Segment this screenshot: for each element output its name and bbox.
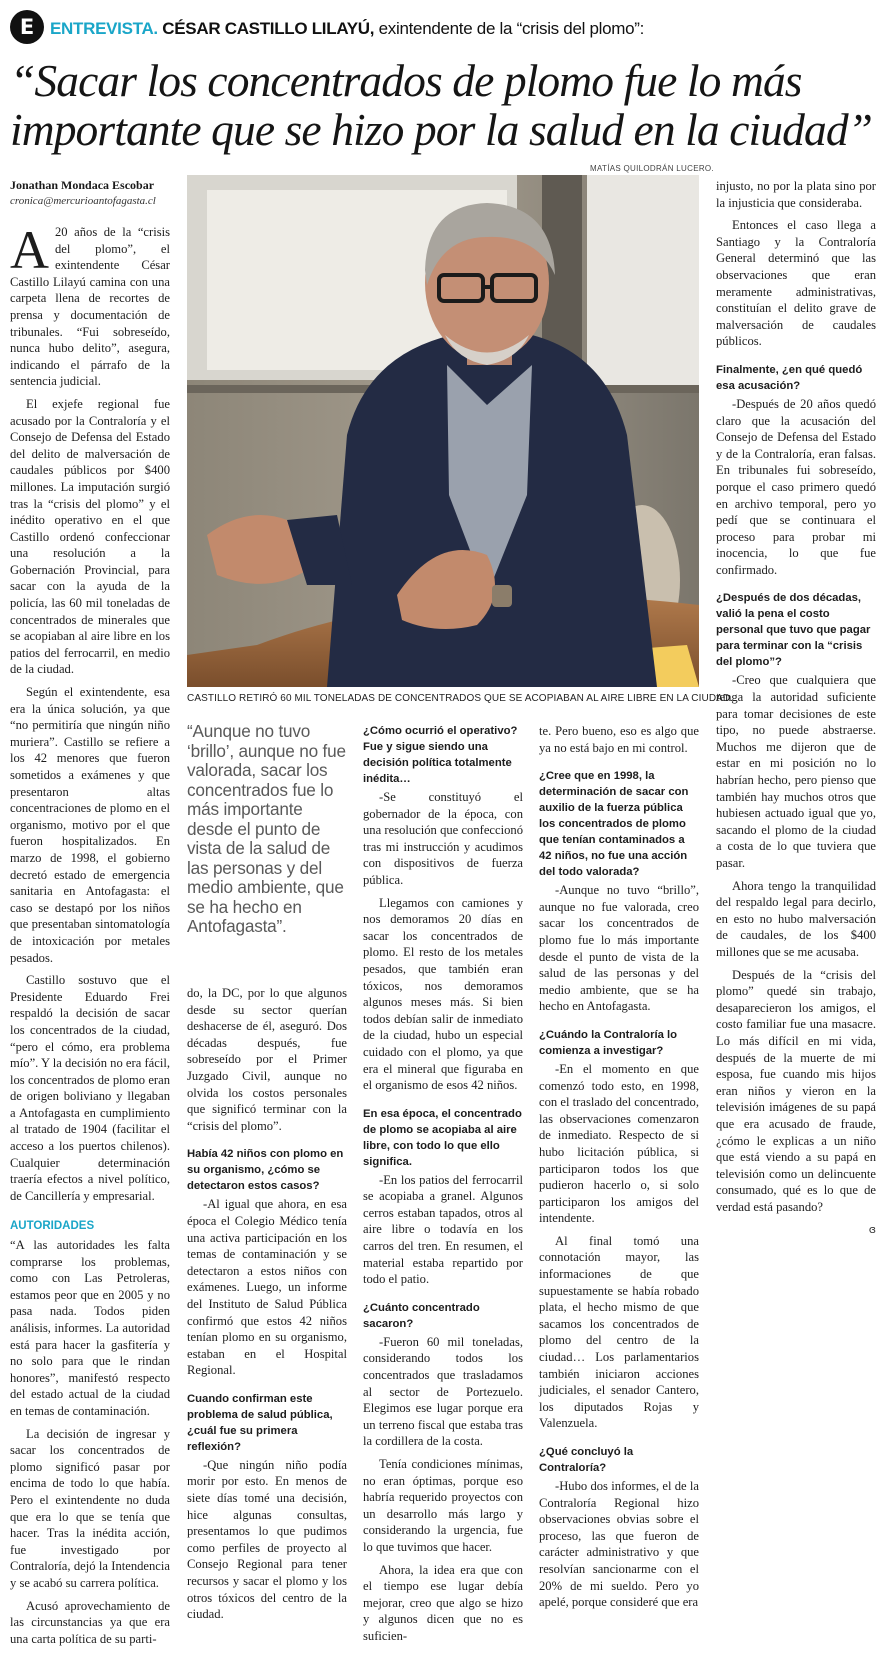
article-column-4 [539, 723, 699, 1617]
answer: -Al igual que ahora, en esa época el Colegio Médico tenía una activa participación en los temas de contaminación y se detectaron a estos niños con exámenes. Luego, un informe del Instituto de Salud Pública confirmó que estos 42 niños tenían plomo en su organismo, estaban en el Hospital Regional. [187, 1197, 347, 1378]
question: Había 42 niños con plomo en su organismo, ¿cómo se detectaron estos casos? [187, 1148, 344, 1193]
paragraph: “A las autoridades les falta comprarse los problemas, como con Las Petroleras, estamos peor que en 2005 y no pasa nada. Todos piden análisis, informes. La autoridad está para hacer la gasfitería y no solo para que le rindan honores”, manifestó respecto del estado actual de la ciudad en temas de contaminación. [10, 1238, 170, 1418]
end-mark-icon: ɞ [868, 1223, 876, 1237]
answer: Al final tomó una connotación mayor, las informaciones de que supuestamente se había robado plata, el hecho mismo de que sacamos los concentrados de plomo del centro de la ciudad… Los parlamentarios también iniciaron acciones judiciales, el senador Cantero, los diputados Rojas y Valenzuela. [539, 1233, 699, 1431]
paragraph: Según el exintendente, esa era la única solución, ya que “no permitiría que ningún niño muriera”. Castillo se refiere a los 42 menores que fueron sometidos a exámenes y que presentaron altas concentraciones de plomo en el organismo, motivo por el que fueron hospitalizados. En marzo de 1998, el gobierno decretó estado de emergencia sanitaria en Antofagasta: el caso se destapó por los niños que presentaban sintomatología de intoxicación por metales pesados. [10, 685, 170, 965]
kicker-name: CÉSAR CASTILLO LILAYÚ, [162, 19, 375, 38]
kicker-description: exintendente de la “crisis del plomo”: [378, 19, 645, 38]
photo-caption: CASTILLO RETIRÓ 60 MIL TONELADAS DE CONCENTRADOS QUE SE ACOPIABAN AL AIRE LIBRE EN LA CIUDAD. [187, 693, 734, 704]
paragraph: injusto, no por la plata sino por la injusticia que consideraba. [716, 179, 876, 210]
answer: -En el momento en que comenzó todo esto, en 1998, con el traslado del concentrado, las observaciones comenzaron de inmediato. Respecto de si hubo licitación pública, si participaron todos los que pudieron hacerlo o, si solo participaron los amigos del intendente. [539, 1061, 699, 1226]
headline-line-2: importante que se hizo por la salud en la ciudad” [10, 104, 873, 155]
subheading: AUTORIDADES [10, 1220, 95, 1233]
headline [10, 56, 876, 154]
photo-credit: MATÍAS QUILODRÁN LUCERO. [590, 164, 714, 173]
answer: Tenía condiciones mínimas, no eran óptimas, porque eso habría requerido proyectos con un desarrollo más largo y considerando la urgencia, fue lo que tuvimos que hacer. [363, 1457, 523, 1554]
answer: -En los patios del ferrocarril se acopiaba a granel. Algunos cerros estaban tapados, otros al aire libre o todavía en los carros del tren. En resumen, el material estaba repartido por todo el patio. [363, 1172, 523, 1287]
paragraph: Acusó aprovechamiento de las circunstancias ya que era una carta política de su parti- [10, 1598, 170, 1646]
answer: -Que ningún niño podía morir por esto. En menos de siete días tomé una decisión, hice algunas consultas, presentamos lo que pudimos como perfiles de proyecto al Consejo Regional para tener recursos y sacar el plomo y los otros tóxicos del centro de la ciudad. [187, 1457, 347, 1622]
answer: -Fueron 60 mil toneladas, considerando todos los concentrados que trasladamos al sector de Portezuelo. Elegimos ese lugar porque era un terreno fiscal que estaba tras la cordillera de la costa. [363, 1334, 523, 1449]
paragraph: El exjefe regional fue acusado por la Contraloría y el Consejo de Defensa del Estado del delito de malversación de caudales públicos por $400 millones. La imputación surgió tras la “crisis del plomo” y el inédito operativo en el que Castillo ordenó confeccionar una resolución a la Gobernación Provincial, para sacar con la ayuda de la policía, las 60 mil toneladas de concentrados de minerales que se acopiaban al aire libre en los patios del ferrocarril, en medio de la ciudad. [10, 396, 170, 677]
answer: Ahora, la idea era que con el tiempo ese lugar debía mejorar, creo que algo se hizo y algunos dicen que no es suficien- [363, 1562, 523, 1643]
question: ¿Cree que en 1998, la determinación de sacar con auxilio de la fuerza pública los concentrados de plomo que tenían contaminados a 42 niños, no fue una acción del todo valorada? [539, 770, 689, 879]
question: ¿Después de dos décadas, valió la pena el costo personal que tuvo que pagar para terminar con la “crisis del plomo”? [716, 592, 871, 669]
article-column-5 [716, 178, 876, 1239]
photo-illustration [187, 175, 699, 687]
answer: Llegamos con camiones y nos demoramos 20 días en sacar los concentrados de plomo. El resto de los metales pesados, que también eran tóxicos, nos demoramos algunos meses más. Si bien todos debían salir de inmediato de la ciudad, hubo un especial cuidado con el plomo, ya que era el mineral que figuraba en el organismo de esos 42 niños. [363, 895, 523, 1093]
paragraph: Castillo sostuvo que el Presidente Eduardo Frei respaldó la decisión de sacar los concentrados de la ciudad, “pero el cómo, era problema mío”. Y la decisión no era fácil, los concentrados de plomo eran de origen boliviano y llegaban a Antofagasta en cumplimiento al tratado de 1904 (facilitar el acceso a los puertos chilenos). Cualquier determinación traería efectos a nivel político, de Cancillería y empresarial. [10, 973, 170, 1203]
lead-text: 20 años de la “crisis del plomo”, el exintendente César Castillo Lilayú camina con una carpeta llena de recortes de prensa y documentación de tribunales. “Fui sobreseído, nunca hubo delito”, asegura, indicando el párrafo de la sentencia judicial. [10, 225, 170, 389]
paragraph: La decisión de ingresar y sacar los concentrados de plomo significó pasar por encima de todo lo que había. Pero el exintendente no duda que era lo que se tenía que hacer. Tras la inédita acción, fue investigado por Contraloría, dejó la Intendencia y se acabó su carrera política. [10, 1426, 170, 1590]
end-mark [716, 1221, 876, 1239]
answer: -Se constituyó el gobernador de la época, con una resolución que confeccionó tras mi instrucción y acudimos con dispositivos de fuerza pública. [363, 790, 523, 887]
article-column-2 [187, 985, 347, 1629]
question: ¿Qué concluyó la Contraloría? [539, 1446, 634, 1474]
author-name: Jonathan Mondaca Escobar [10, 178, 155, 192]
headline-line-1: “Sacar los concentrados de plomo fue lo más [10, 55, 802, 106]
interview-photo [187, 175, 699, 687]
article-column-3 [363, 723, 523, 1651]
pull-quote: “Aunque no tuvo ‘brillo’, aunque no fue valorada, sacar los concentrados fue lo más importante desde el punto de vista de la salud de las personas y del medio ambiente, que se ha hecho en Antofagasta”. [187, 721, 346, 936]
answer: -Creo que cualquiera que tenga la autoridad suficiente para tomar decisiones de este tipo, no puede abstraerse. Muchos me dijeron que de estar en mi posición no lo habrían hecho, pero pienso que también hay muchos otros que hubiesen actuado igual que yo, sacando el plomo de la ciudad a costa de lo que tuviera que pasar. [716, 673, 876, 870]
answer: Después de la “crisis del plomo” quedé sin trabajo, desaparecieron los amigos, el costo familiar fue una masacre. Lo más difícil en mi vida, después de la muerte de mi esposa, fue cuando mis hijos eran niños y vieron en la televisión imágenes de su papá que era acusado de fraude, ¿cómo le explicas a un niño que está viendo a su papá en televisión como un delincuente consumado, qué es lo que de verdad está pasando? [716, 967, 876, 1214]
article-column-1 [10, 220, 170, 1653]
question: ¿Cuánto concentrado sacaron? [363, 1301, 480, 1330]
drop-cap: A [10, 220, 49, 280]
answer: Ahora tengo la tranquilidad del respaldo legal para decirlo, en esto no hubo malversación de caudales, de los $400 millones que se me acusaba. [716, 878, 876, 959]
paragraph: te. Pero bueno, eso es algo que ya no está bajo en mi control. [539, 724, 699, 755]
paragraph: do, la DC, por lo que algunos desde su sector querían deshacerse de él, aseguró. Dos décadas después, fue sobreseído por el Primer Juzgado Civil, aunque no olvida los costos personales que significó terminar con la “crisis del plomo”. [187, 986, 347, 1133]
kicker-label: ENTREVISTA. [50, 19, 158, 38]
question: ¿Cómo ocurrió el operativo? Fue y sigue siendo una decisión política totalmente inédita… [363, 725, 518, 785]
question: Cuando confirman este problema de salud pública, ¿cuál fue su primera reflexión? [187, 1392, 333, 1453]
author-email: cronica@mercurioantofagasta.cl [10, 195, 156, 207]
section-badge: E [10, 10, 44, 44]
question: Finalmente, ¿en qué quedó esa acusación? [716, 363, 863, 392]
answer: -Aunque no tuvo “brillo”, aunque no fue valorada, creo sacar los concentrados de plomo fue lo más importante desde el punto de vista de la salud de las personas y del medio ambiente, que se ha hecho en Antofagasta. [539, 883, 699, 1014]
question: En esa época, el concentrado de plomo se acopiaba al aire libre, con todo lo que ello significa. [363, 1107, 522, 1168]
paragraph: Entonces el caso llega a Santiago y la Contraloría General determinó que las observaciones que eran meramente administrativas, constituían el delito grave de malversación de caudales públicos. [716, 218, 876, 349]
answer: -Hubo dos informes, el de la Contraloría Regional hizo observaciones obvias sobre el proceso, las que fueron de carácter administrativo y que resolvían sancionarme con el 20% de mi sueldo. Pero yo apelé, porque consideré que era [539, 1479, 699, 1610]
lead-paragraph [10, 220, 170, 390]
answer: -Después de 20 años quedó claro que la acusación del Consejo de Defensa del Estado y de la Contraloría, eran falsas. En tribunales fui sobreseído, porque el caso primero quedó en archivo temporal, pero yo pedí que se continuara el proceso para probar mi inocencia, lo que fue confirmado. [716, 396, 876, 577]
question: ¿Cuándo la Contraloría lo comienza a investigar? [539, 1028, 678, 1057]
kicker [50, 19, 644, 39]
